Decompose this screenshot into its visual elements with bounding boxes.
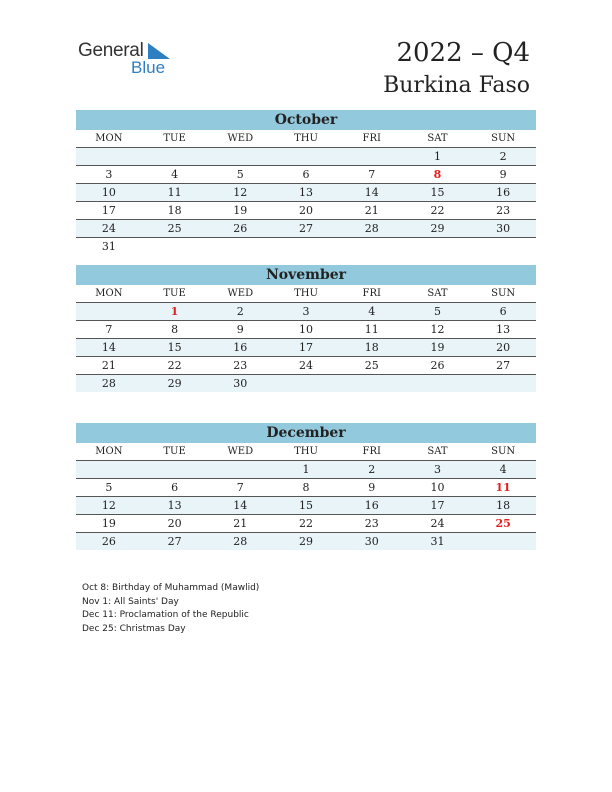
country-name: Burkina Faso (383, 73, 530, 98)
weekday-label: SUN (491, 446, 516, 457)
day-cell: 6 (302, 168, 310, 181)
week-row (76, 184, 536, 202)
weekday-label: WED (227, 133, 254, 144)
weekday-label: TUE (163, 288, 186, 299)
day-cell: 2 (236, 305, 244, 318)
weekday-header-row (76, 443, 536, 461)
day-cell: 22 (167, 359, 182, 372)
day-cell: 31 (430, 535, 445, 548)
day-cell: 21 (101, 359, 116, 372)
week-row (76, 166, 536, 184)
week-row (76, 357, 536, 375)
holiday-note: Oct 8: Birthday of Muhammad (Mawlid) (82, 583, 260, 593)
day-cell: 18 (167, 204, 182, 217)
day-cell: 6 (499, 305, 507, 318)
day-cell: 18 (496, 499, 511, 512)
weekday-header-row (76, 130, 536, 148)
week-row (76, 497, 536, 515)
day-cell: 3 (433, 463, 441, 476)
day-cell: 30 (496, 222, 511, 235)
empty-day-cell (273, 148, 339, 165)
weekday-label: FRI (362, 446, 381, 457)
month-title: December (76, 423, 536, 443)
day-cell: 17 (430, 499, 445, 512)
empty-day-cell (339, 148, 405, 165)
day-cell: 27 (496, 359, 511, 372)
day-cell: 17 (101, 204, 116, 217)
week-row (76, 461, 536, 479)
empty-day-cell (142, 238, 208, 255)
empty-day-cell (76, 148, 142, 165)
day-cell: 28 (364, 222, 379, 235)
empty-day-cell (405, 375, 471, 392)
logo (78, 40, 188, 80)
day-cell: 13 (299, 186, 314, 199)
day-cell: 31 (101, 240, 116, 253)
month-title: October (76, 110, 536, 130)
day-cell: 16 (364, 499, 379, 512)
day-cell: 13 (167, 499, 182, 512)
day-cell: 20 (299, 204, 314, 217)
weekday-label: SAT (427, 446, 448, 457)
day-cell: 8 (171, 323, 179, 336)
weekday-label: SAT (427, 133, 448, 144)
weekday-label: MON (95, 133, 123, 144)
day-cell: 28 (101, 377, 116, 390)
day-cell: 19 (233, 204, 248, 217)
empty-day-cell (273, 238, 339, 255)
week-row (76, 202, 536, 220)
weekday-label: WED (227, 446, 254, 457)
logo-triangle-icon (148, 43, 170, 59)
day-cell: 27 (299, 222, 314, 235)
day-cell: 14 (101, 341, 116, 354)
day-cell: 11 (495, 481, 511, 494)
week-row (76, 148, 536, 166)
weekday-header-row (76, 285, 536, 303)
weekday-label: SUN (491, 133, 516, 144)
month-october (76, 110, 536, 255)
day-cell: 16 (233, 341, 248, 354)
day-cell: 16 (496, 186, 511, 199)
week-row (76, 339, 536, 357)
day-cell: 21 (364, 204, 379, 217)
empty-day-cell (76, 461, 142, 478)
day-cell: 22 (299, 517, 314, 530)
week-row (76, 220, 536, 238)
day-cell: 12 (430, 323, 445, 336)
week-row (76, 321, 536, 339)
holiday-note: Dec 11: Proclamation of the Republic (82, 610, 249, 620)
day-cell: 24 (101, 222, 116, 235)
day-cell: 15 (167, 341, 182, 354)
weekday-label: WED (227, 288, 254, 299)
weekday-label: FRI (362, 133, 381, 144)
day-cell: 12 (101, 499, 116, 512)
weekday-label: MON (95, 446, 123, 457)
empty-day-cell (76, 303, 142, 320)
empty-day-cell (207, 238, 273, 255)
day-cell: 3 (302, 305, 310, 318)
day-cell: 23 (233, 359, 248, 372)
day-cell: 5 (236, 168, 244, 181)
day-cell: 3 (105, 168, 113, 181)
month-december (76, 423, 536, 550)
day-cell: 25 (364, 359, 379, 372)
day-cell: 15 (430, 186, 445, 199)
weekday-label: SAT (427, 288, 448, 299)
day-cell: 9 (368, 481, 376, 494)
day-cell: 17 (299, 341, 314, 354)
day-cell: 10 (101, 186, 116, 199)
day-cell: 28 (233, 535, 248, 548)
day-cell: 15 (299, 499, 314, 512)
empty-day-cell (470, 375, 536, 392)
empty-day-cell (470, 533, 536, 550)
day-cell: 13 (496, 323, 511, 336)
week-row (76, 238, 536, 255)
logo-word-general: General (78, 40, 144, 61)
day-cell: 18 (364, 341, 379, 354)
day-cell: 26 (233, 222, 248, 235)
week-row (76, 515, 536, 533)
day-cell: 4 (499, 463, 507, 476)
day-cell: 7 (236, 481, 244, 494)
day-cell: 14 (233, 499, 248, 512)
weekday-label: THU (294, 446, 318, 457)
weekday-label: SUN (491, 288, 516, 299)
day-cell: 25 (495, 517, 511, 530)
weekday-label: TUE (163, 446, 186, 457)
empty-day-cell (142, 148, 208, 165)
day-cell: 4 (368, 305, 376, 318)
day-cell: 21 (233, 517, 248, 530)
holiday-note: Nov 1: All Saints' Day (82, 596, 179, 607)
day-cell: 4 (171, 168, 179, 181)
day-cell: 23 (364, 517, 379, 530)
day-cell: 10 (299, 323, 314, 336)
page-title: 2022 – Q4 (396, 38, 530, 68)
holiday-note: Dec 25: Christmas Day (82, 623, 186, 634)
empty-day-cell (273, 375, 339, 392)
day-cell: 12 (233, 186, 248, 199)
weekday-label: THU (294, 133, 318, 144)
week-row (76, 533, 536, 550)
empty-day-cell (142, 461, 208, 478)
day-cell: 30 (364, 535, 379, 548)
empty-day-cell (470, 238, 536, 255)
day-cell: 24 (299, 359, 314, 372)
weekday-label: MON (95, 288, 123, 299)
day-cell: 8 (302, 481, 310, 494)
day-cell: 26 (430, 359, 445, 372)
day-cell: 23 (496, 204, 511, 217)
day-cell: 29 (167, 377, 182, 390)
day-cell: 27 (167, 535, 182, 548)
day-cell: 7 (368, 168, 376, 181)
day-cell: 2 (499, 150, 507, 163)
day-cell: 11 (167, 186, 182, 199)
day-cell: 14 (364, 186, 379, 199)
day-cell: 22 (430, 204, 445, 217)
day-cell: 19 (430, 341, 445, 354)
day-cell: 20 (167, 517, 182, 530)
week-row (76, 303, 536, 321)
logo-word-blue: Blue (131, 58, 166, 77)
day-cell: 5 (105, 481, 113, 494)
day-cell: 2 (368, 463, 376, 476)
empty-day-cell (207, 148, 273, 165)
day-cell: 24 (430, 517, 445, 530)
day-cell: 9 (499, 168, 507, 181)
empty-day-cell (339, 375, 405, 392)
week-row (76, 479, 536, 497)
empty-day-cell (339, 238, 405, 255)
day-cell: 29 (299, 535, 314, 548)
weekday-label: THU (294, 288, 318, 299)
day-cell: 10 (430, 481, 445, 494)
week-row (76, 375, 536, 392)
day-cell: 1 (170, 305, 179, 318)
day-cell: 6 (171, 481, 179, 494)
day-cell: 29 (430, 222, 445, 235)
empty-day-cell (207, 461, 273, 478)
day-cell: 1 (433, 150, 441, 163)
weekday-label: FRI (362, 288, 381, 299)
day-cell: 26 (101, 535, 116, 548)
day-cell: 30 (233, 377, 248, 390)
day-cell: 11 (364, 323, 379, 336)
month-november (76, 265, 536, 392)
day-cell: 5 (433, 305, 441, 318)
day-cell: 8 (433, 168, 442, 181)
day-cell: 25 (167, 222, 182, 235)
holiday-notes (82, 582, 259, 636)
day-cell: 9 (236, 323, 244, 336)
day-cell: 7 (105, 323, 113, 336)
empty-day-cell (405, 238, 471, 255)
day-cell: 19 (101, 517, 116, 530)
weekday-label: TUE (163, 133, 186, 144)
month-title: November (76, 265, 536, 285)
day-cell: 1 (302, 463, 310, 476)
day-cell: 20 (496, 341, 511, 354)
